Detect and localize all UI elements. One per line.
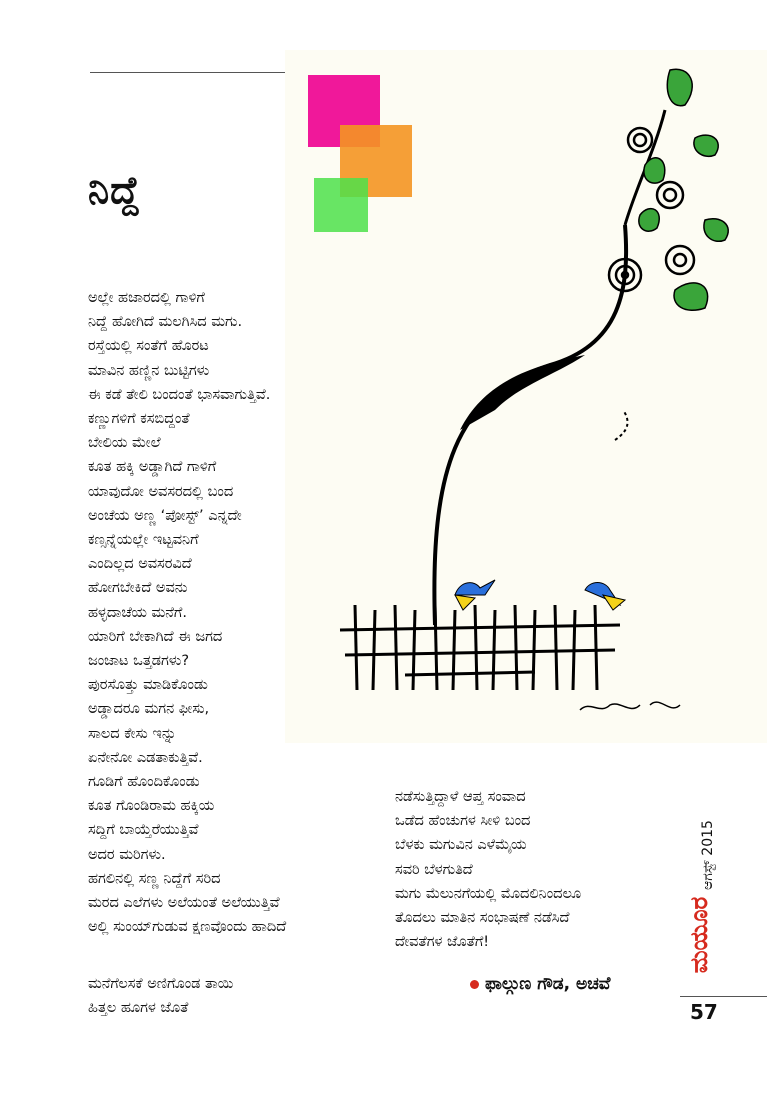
poem-line: ಅದರ ಮರಿಗಳು. bbox=[88, 846, 166, 863]
poem-right-column bbox=[395, 785, 581, 954]
poem-line: ಬೆಳಕು ಮಗುವಿನ ಎಳೆಮೈಯ bbox=[395, 837, 527, 854]
bird-icon bbox=[585, 583, 625, 611]
poem-line: ನಿದ್ದೆ ಹೋಗಿದೆ ಮಲಗಿಸಿದ ಮಗು. bbox=[88, 314, 243, 331]
page-title: ನಿದ್ದೆ bbox=[88, 168, 141, 212]
poem-line: ನಡೆಸುತ್ತಿದ್ದಾಳೆ ಆಪ್ತ ಸಂವಾದ bbox=[395, 789, 526, 805]
poem-line: ಅಂಚೆಯ ಅಣ್ಣ ‘ಪೋಸ್ಟ್’ ಎನ್ನದೇ bbox=[88, 507, 242, 524]
poem-line: ಮನೆಗೆಲಸಕೆ ಅಣಿಗೊಂಡ ತಾಯಿ bbox=[88, 976, 234, 992]
poem-line: ಎಂದಿಲ್ಲದ ಅವಸರವಿದೆ bbox=[88, 556, 192, 573]
poem-left-column-end bbox=[88, 972, 233, 1020]
poem-line: ಹಿತ್ತಲ ಹೂಗಳ ಜೊತೆ bbox=[88, 1000, 189, 1017]
poem-line: ಒಡೆದ ಹೆಂಚುಗಳ ಸೀಳಿ ಬಂದ bbox=[395, 813, 531, 830]
poem-line: ಹಳ್ಳದಾಚೆಯ ಮನೆಗೆ. bbox=[88, 604, 187, 621]
fence-icon bbox=[340, 605, 620, 690]
poem-line: ತೊದಲು ಮಾತಿನ ಸಂಭಾಷಣೆ ನಡೆಸಿದೆ bbox=[395, 910, 570, 927]
poem-line: ಬೇಲಿಯ ಮೇಲೆ bbox=[88, 435, 161, 452]
poem-line: ಯಾರಿಗೆ ಬೇಕಾಗಿದೆ ಈ ಜಗದ bbox=[88, 628, 223, 645]
poem-line: ಮರದ ಎಲೆಗಳು ಅಲೆಯಂತೆ ಅಲೆಯುತ್ತಿವೆ bbox=[88, 895, 280, 912]
poem-line: ಮಾವಿನ ಹಣ್ಣಿನ ಬುಟ್ಟಿಗಳು bbox=[88, 362, 210, 379]
bottom-rule bbox=[680, 996, 767, 997]
poem-line: ಪುರಸೊತ್ತು ಮಾಡಿಕೊಂಡು bbox=[88, 677, 208, 694]
poem-line: ಅಲ್ಲೇ ಹಜಾರದಲ್ಲಿ ಗಾಳಿಗೆ bbox=[88, 290, 205, 306]
tree-fence-illustration bbox=[285, 50, 767, 743]
poem-line: ಈ ಕಡೆ ತೇಲಿ ಬಂದಂತೆ ಭಾಸವಾಗುತ್ತಿವೆ. bbox=[88, 386, 271, 403]
poem-line: ರಸ್ತೆಯಲ್ಲಿ ಸಂತೆಗೆ ಹೊರಟ bbox=[88, 338, 209, 355]
poem-line: ಯಾವುದೋ ಅವಸರದಲ್ಲಿ ಬಂದ bbox=[88, 483, 234, 500]
poem-line: ಹಗಲಿನಲ್ಲಿ ಸಣ್ಣ ನಿದ್ದೆಗೆ ಸರಿದ bbox=[88, 870, 221, 887]
poem-line: ಕೂತ ಹಕ್ಕಿ ಅಡ್ಡಾಗಿದೆ ಗಾಳಿಗೆ bbox=[88, 459, 217, 476]
bullet-dot-icon bbox=[470, 980, 479, 989]
poem-line: ಸವರಿ ಬೆಳಗುತಿದೆ bbox=[395, 861, 473, 878]
poem-line: ದೇವತೆಗಳ ಜೊತೆಗೆ! bbox=[395, 934, 490, 951]
author-credit bbox=[470, 974, 610, 994]
poem-line: ಕಣ್ಣುಗಳಿಗೆ ಕಸಬಿದ್ದಂತೆ bbox=[88, 411, 190, 428]
magazine-logo: ಮಯೂರ bbox=[685, 896, 713, 974]
poem-line: ಅಡ್ಡಾದರೂ ಮಗನ ಫೀಸು, bbox=[88, 701, 210, 718]
author-name: ಫಾಲ್ಗುಣ ಗೌಡ, ಅಚವೆ bbox=[485, 974, 611, 994]
poem-line: ಜಂಜಾಟ ಒತ್ತಡಗಳು? bbox=[88, 653, 190, 670]
page-number: 57 bbox=[690, 1000, 718, 1024]
artist-signature bbox=[580, 702, 680, 710]
poem-line: ಕೂತ ಗೊಂಡಿರಾಮ ಹಕ್ಕಿಯ bbox=[88, 798, 215, 815]
poem-line: ಅಲ್ಲಿ ಸುಂಯ್‌ಗುಡುವ ಕ್ಷಣವೊಂದು ಹಾದಿದೆ bbox=[88, 919, 287, 936]
poem-line: ಮಗು ಮೆಲುನಗೆಯಲ್ಲಿ ಮೊದಲಿನಿಂದಲೂ bbox=[395, 885, 582, 902]
poem-left-column bbox=[88, 286, 286, 939]
poem-line: ಸಾಲದ ಕೇಸು ಇನ್ನು bbox=[88, 725, 177, 742]
poem-line: ಏನೇನೋ ಎಡತಾಕುತ್ತಿವೆ. bbox=[88, 749, 203, 766]
poem-line: ಹೋಗಬೇಕಿದೆ ಅವನು bbox=[88, 580, 188, 597]
poem-line: ಗೂಡಿಗೆ ಹೊಂದಿಕೊಂಡು bbox=[88, 774, 200, 791]
poem-line: ಸದ್ದಿಗೆ ಬಾಯ್ತೆರೆಯುತ್ತಿವೆ bbox=[88, 822, 199, 839]
issue-date: ಆಗಸ್ಟ್ 2015 bbox=[700, 820, 716, 890]
poem-line: ಕಣ್ಸನ್ನೆಯಲ್ಲೇ ಇಟ್ಟವನಿಗೆ bbox=[88, 532, 199, 549]
